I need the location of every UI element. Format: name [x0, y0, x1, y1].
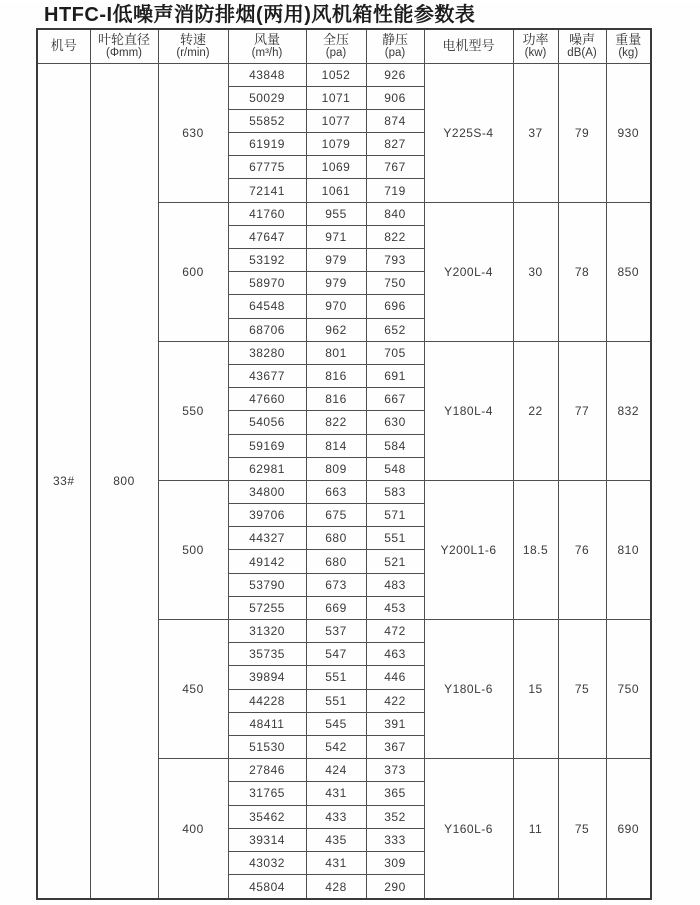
total-pressure-cell: 680: [306, 527, 366, 550]
total-pressure-cell: 1061: [306, 179, 366, 202]
table-header-row: [37, 29, 651, 63]
column-header-label: 全压: [322, 31, 349, 47]
total-pressure-cell: 979: [306, 249, 366, 272]
total-pressure-cell: 1071: [306, 86, 366, 109]
table-body: [37, 63, 651, 899]
air-volume-cell: 44228: [228, 689, 306, 712]
motor-model-cell: Y160L-6: [424, 759, 513, 899]
total-pressure-cell: 1077: [306, 109, 366, 132]
static-pressure-cell: 367: [366, 735, 424, 758]
static-pressure-cell: 652: [366, 318, 424, 341]
static-pressure-cell: 446: [366, 666, 424, 689]
air-volume-cell: 31765: [228, 782, 306, 805]
static-pressure-cell: 391: [366, 712, 424, 735]
static-pressure-cell: 926: [366, 63, 424, 86]
motor-model-cell: Y200L-4: [424, 202, 513, 341]
total-pressure-cell: 1052: [306, 63, 366, 86]
speed-cell: 630: [158, 63, 228, 202]
air-volume-cell: 43032: [228, 851, 306, 874]
air-volume-cell: 62981: [228, 457, 306, 480]
total-pressure-cell: 545: [306, 712, 366, 735]
static-pressure-cell: 696: [366, 295, 424, 318]
noise-cell: 76: [558, 480, 606, 619]
static-pressure-cell: 373: [366, 759, 424, 782]
air-volume-cell: 35462: [228, 805, 306, 828]
air-volume-cell: 61919: [228, 133, 306, 156]
column-header-unit: (pa): [325, 47, 347, 60]
air-volume-cell: 43677: [228, 364, 306, 387]
static-pressure-cell: 630: [366, 411, 424, 434]
static-pressure-cell: 548: [366, 457, 424, 480]
air-volume-cell: 38280: [228, 341, 306, 364]
column-header-unit: (r/min): [176, 47, 210, 60]
static-pressure-cell: 667: [366, 388, 424, 411]
total-pressure-cell: 663: [306, 480, 366, 503]
column-header-label: 电机型号: [442, 38, 495, 54]
column-header-label: 功率: [522, 31, 549, 47]
total-pressure-cell: 809: [306, 457, 366, 480]
air-volume-cell: 41760: [228, 202, 306, 225]
speed-cell: 400: [158, 759, 228, 899]
static-pressure-cell: 521: [366, 550, 424, 573]
static-pressure-cell: 750: [366, 272, 424, 295]
air-volume-cell: 48411: [228, 712, 306, 735]
total-pressure-cell: 424: [306, 759, 366, 782]
weight-cell: 750: [606, 620, 651, 759]
motor-model-cell: Y180L-4: [424, 341, 513, 480]
air-volume-cell: 47660: [228, 388, 306, 411]
column-header-label: 风量: [253, 31, 280, 47]
column-header-noise: [558, 29, 606, 63]
air-volume-cell: 31320: [228, 620, 306, 643]
total-pressure-cell: 814: [306, 434, 366, 457]
column-header-unit: dB(A): [567, 47, 597, 60]
static-pressure-cell: 483: [366, 573, 424, 596]
air-volume-cell: 44327: [228, 527, 306, 550]
total-pressure-cell: 435: [306, 828, 366, 851]
static-pressure-cell: 422: [366, 689, 424, 712]
noise-cell: 75: [558, 759, 606, 899]
column-header-unit: (kw): [524, 47, 547, 60]
air-volume-cell: 50029: [228, 86, 306, 109]
air-volume-cell: 72141: [228, 179, 306, 202]
column-header-speed: [158, 29, 228, 63]
power-cell: 22: [513, 341, 558, 480]
weight-cell: 930: [606, 63, 651, 202]
speed-cell: 550: [158, 341, 228, 480]
total-pressure-cell: 816: [306, 388, 366, 411]
column-header-unit: (pa): [384, 47, 406, 60]
motor-model-cell: Y180L-6: [424, 620, 513, 759]
weight-cell: 850: [606, 202, 651, 341]
column-header-weight: [606, 29, 651, 63]
total-pressure-cell: 1079: [306, 133, 366, 156]
static-pressure-cell: 719: [366, 179, 424, 202]
air-volume-cell: 55852: [228, 109, 306, 132]
motor-model-cell: Y200L1-6: [424, 480, 513, 619]
total-pressure-cell: 955: [306, 202, 366, 225]
static-pressure-cell: 309: [366, 851, 424, 874]
noise-cell: 75: [558, 620, 606, 759]
speed-cell: 600: [158, 202, 228, 341]
column-header-label: 机号: [50, 38, 77, 54]
air-volume-cell: 57255: [228, 596, 306, 619]
static-pressure-cell: 472: [366, 620, 424, 643]
fan-performance-table: [36, 28, 652, 900]
static-pressure-cell: 874: [366, 109, 424, 132]
total-pressure-cell: 1069: [306, 156, 366, 179]
air-volume-cell: 54056: [228, 411, 306, 434]
total-pressure-cell: 428: [306, 875, 366, 899]
air-volume-cell: 49142: [228, 550, 306, 573]
air-volume-cell: 53192: [228, 249, 306, 272]
total-pressure-cell: 542: [306, 735, 366, 758]
machine-number-cell: 33#: [37, 63, 90, 899]
air-volume-cell: 68706: [228, 318, 306, 341]
static-pressure-cell: 767: [366, 156, 424, 179]
power-cell: 30: [513, 202, 558, 341]
total-pressure-cell: 551: [306, 689, 366, 712]
static-pressure-cell: 793: [366, 249, 424, 272]
air-volume-cell: 59169: [228, 434, 306, 457]
air-volume-cell: 45804: [228, 875, 306, 899]
air-volume-cell: 39314: [228, 828, 306, 851]
static-pressure-cell: 352: [366, 805, 424, 828]
column-header-static-pressure: [366, 29, 424, 63]
total-pressure-cell: 971: [306, 225, 366, 248]
total-pressure-cell: 675: [306, 504, 366, 527]
air-volume-cell: 47647: [228, 225, 306, 248]
column-header-machine-no: [37, 29, 90, 63]
table-header: [37, 29, 651, 63]
total-pressure-cell: 979: [306, 272, 366, 295]
column-header-label: 噪声: [568, 31, 595, 47]
static-pressure-cell: 705: [366, 341, 424, 364]
impeller-diameter-cell: 800: [90, 63, 158, 899]
total-pressure-cell: 816: [306, 364, 366, 387]
column-header-unit: (Φmm): [106, 47, 142, 60]
column-header-label: 重量: [615, 31, 642, 47]
total-pressure-cell: 970: [306, 295, 366, 318]
static-pressure-cell: 906: [366, 86, 424, 109]
total-pressure-cell: 433: [306, 805, 366, 828]
column-header-label: 转速: [179, 31, 206, 47]
weight-cell: 690: [606, 759, 651, 899]
table-row: [37, 63, 651, 86]
static-pressure-cell: 365: [366, 782, 424, 805]
noise-cell: 77: [558, 341, 606, 480]
air-volume-cell: 53790: [228, 573, 306, 596]
static-pressure-cell: 822: [366, 225, 424, 248]
static-pressure-cell: 691: [366, 364, 424, 387]
air-volume-cell: 51530: [228, 735, 306, 758]
air-volume-cell: 34800: [228, 480, 306, 503]
static-pressure-cell: 453: [366, 596, 424, 619]
column-header-unit: (kg): [618, 47, 639, 60]
column-header-total-pressure: [306, 29, 366, 63]
total-pressure-cell: 673: [306, 573, 366, 596]
air-volume-cell: 64548: [228, 295, 306, 318]
total-pressure-cell: 822: [306, 411, 366, 434]
total-pressure-cell: 431: [306, 851, 366, 874]
noise-cell: 79: [558, 63, 606, 202]
power-cell: 18.5: [513, 480, 558, 619]
noise-cell: 78: [558, 202, 606, 341]
air-volume-cell: 67775: [228, 156, 306, 179]
catalog-page: [0, 3, 700, 905]
static-pressure-cell: 463: [366, 643, 424, 666]
air-volume-cell: 35735: [228, 643, 306, 666]
static-pressure-cell: 583: [366, 480, 424, 503]
total-pressure-cell: 547: [306, 643, 366, 666]
total-pressure-cell: 551: [306, 666, 366, 689]
total-pressure-cell: 669: [306, 596, 366, 619]
total-pressure-cell: 537: [306, 620, 366, 643]
air-volume-cell: 43848: [228, 63, 306, 86]
power-cell: 37: [513, 63, 558, 202]
page-title: HTFC-I低噪声消防排烟(两用)风机箱性能参数表: [44, 4, 476, 26]
static-pressure-cell: 840: [366, 202, 424, 225]
total-pressure-cell: 431: [306, 782, 366, 805]
static-pressure-cell: 551: [366, 527, 424, 550]
column-header-label: 静压: [381, 31, 408, 47]
static-pressure-cell: 571: [366, 504, 424, 527]
static-pressure-cell: 827: [366, 133, 424, 156]
power-cell: 15: [513, 620, 558, 759]
power-cell: 11: [513, 759, 558, 899]
total-pressure-cell: 680: [306, 550, 366, 573]
air-volume-cell: 27846: [228, 759, 306, 782]
speed-cell: 450: [158, 620, 228, 759]
static-pressure-cell: 333: [366, 828, 424, 851]
motor-model-cell: Y225S-4: [424, 63, 513, 202]
air-volume-cell: 39706: [228, 504, 306, 527]
column-header-volume: [228, 29, 306, 63]
column-header-power: [513, 29, 558, 63]
total-pressure-cell: 962: [306, 318, 366, 341]
static-pressure-cell: 290: [366, 875, 424, 899]
total-pressure-cell: 801: [306, 341, 366, 364]
column-header-label: 叶轮直径: [97, 31, 150, 47]
column-header-diameter: [90, 29, 158, 63]
column-header-motor: [424, 29, 513, 63]
column-header-unit: (m³/h): [251, 47, 283, 60]
air-volume-cell: 39894: [228, 666, 306, 689]
static-pressure-cell: 584: [366, 434, 424, 457]
weight-cell: 810: [606, 480, 651, 619]
air-volume-cell: 58970: [228, 272, 306, 295]
speed-cell: 500: [158, 480, 228, 619]
weight-cell: 832: [606, 341, 651, 480]
